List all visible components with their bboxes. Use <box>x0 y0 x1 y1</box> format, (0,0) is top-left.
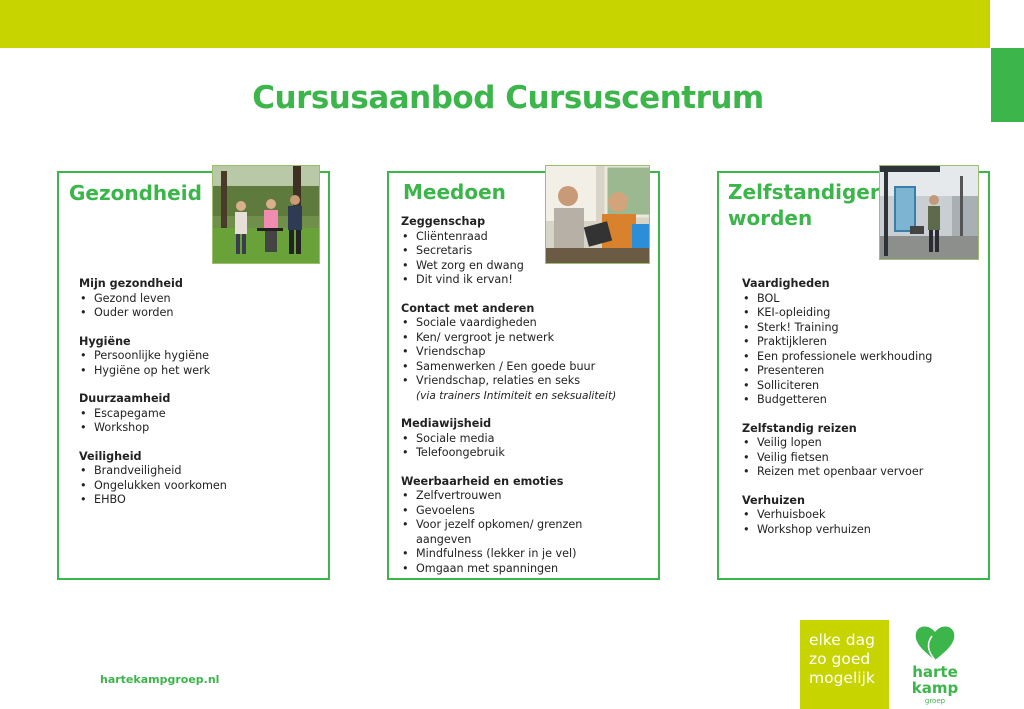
slogan-line: elke dag <box>809 631 875 649</box>
list-item: • EHBO <box>79 493 319 508</box>
section-heading: Verhuizen <box>742 493 805 507</box>
list-item: • Dit vind ik ervan! <box>401 273 656 288</box>
section <box>401 417 656 461</box>
list-item: • Vriendschap <box>401 345 656 360</box>
card-title-line: Gezondheid <box>69 181 202 205</box>
list-item: • Veilig lopen <box>742 436 987 451</box>
slogan-line: mogelijk <box>809 669 875 687</box>
bullet-list <box>742 436 987 480</box>
bullet-list <box>742 292 987 408</box>
section <box>79 335 319 379</box>
logo-text-line: kamp <box>911 679 959 697</box>
section-heading: Hygiëne <box>79 334 131 348</box>
list-item: • Workshop verhuizen <box>742 523 987 538</box>
list-item: • Brandveiligheid <box>79 464 319 479</box>
list-item: • Sociale media <box>401 432 656 447</box>
hartekamp-logo <box>904 622 966 708</box>
card-title-line: Meedoen <box>403 180 506 204</box>
list-item: • Gezond leven <box>79 292 319 307</box>
card-title <box>403 179 506 205</box>
card-zelfstandiger-worden <box>717 171 990 580</box>
logo-text-line: harte <box>912 663 958 681</box>
section-heading: Zelfstandig reizen <box>742 421 857 435</box>
list-item: • Sterk! Training <box>742 321 987 336</box>
list-item: • Ken/ vergroot je netwerk <box>401 331 656 346</box>
section <box>79 277 319 321</box>
section <box>742 422 987 480</box>
section-heading: Veiligheid <box>79 449 142 463</box>
list-item: • Telefoongebruik <box>401 446 656 461</box>
section <box>79 450 319 508</box>
card-title-line: worden <box>728 206 813 230</box>
list-item: • Zelfvertrouwen <box>401 489 601 504</box>
bullet-list <box>401 489 601 576</box>
section <box>742 277 987 408</box>
section-heading: Mijn gezondheid <box>79 277 183 290</box>
bullet-list <box>79 292 319 321</box>
card-title <box>69 180 202 206</box>
list-item: • Hygiëne op het werk <box>79 364 319 379</box>
photo-people-walking <box>212 165 320 264</box>
card-title-line: Zelfstandiger <box>728 180 880 204</box>
list-item: • Voor jezelf opkomen/ grenzen aangeven <box>401 518 601 547</box>
card-meedoen <box>387 171 660 580</box>
list-item: • Omgaan met spanningen <box>401 562 601 577</box>
section-heading: Weerbaarheid en emoties <box>401 474 564 488</box>
slogan-box <box>800 620 889 709</box>
list-item: • Samenwerken / Een goede buur <box>401 360 656 375</box>
card-body <box>79 277 319 522</box>
list-item: • BOL <box>742 292 987 307</box>
section-note: (via trainers Intimiteit en seksualiteit) <box>416 389 617 402</box>
list-item: • Cliëntenraad <box>401 230 656 245</box>
list-item: • Presenteren <box>742 364 987 379</box>
bullet-list <box>401 432 656 461</box>
bullet-list <box>79 349 319 378</box>
list-item: • Een professionele werkhouding <box>742 350 987 365</box>
list-item: • Workshop <box>79 421 319 436</box>
bullet-list <box>401 230 656 288</box>
section-heading: Duurzaamheid <box>79 392 171 405</box>
list-item: • Mindfulness (lekker in je vel) <box>401 547 601 562</box>
section <box>79 392 319 436</box>
section <box>401 302 656 404</box>
section-heading: Zeggenschap <box>401 215 486 228</box>
bullet-list <box>401 316 656 389</box>
section-heading: Mediawijsheid <box>401 417 492 430</box>
list-item: • Vriendschap, relaties en seks <box>401 374 656 389</box>
section <box>401 475 656 577</box>
card-gezondheid <box>57 171 330 580</box>
bullet-list <box>79 407 319 436</box>
bullet-list <box>79 464 319 508</box>
list-item: • Persoonlijke hygiëne <box>79 349 319 364</box>
list-item: • Gevoelens <box>401 504 601 519</box>
list-item: • Solliciteren <box>742 379 987 394</box>
section-heading: Vaardigheden <box>742 277 830 290</box>
page-title: Cursusaanbod Cursuscentrum <box>252 80 764 116</box>
bullet-list <box>742 508 987 537</box>
heart-icon <box>904 622 966 662</box>
list-item: • KEI-opleiding <box>742 306 987 321</box>
top-color-band <box>0 0 990 48</box>
list-item: • Escapegame <box>79 407 319 422</box>
slogan-line: zo goed <box>809 650 871 668</box>
section <box>401 215 656 288</box>
website-link[interactable]: hartekampgroep.nl <box>100 673 220 686</box>
card-body <box>742 277 987 551</box>
list-item: • Budgetteren <box>742 393 987 408</box>
card-title <box>728 179 880 231</box>
section-heading: Contact met anderen <box>401 301 535 315</box>
photo-bus-stop <box>879 165 979 260</box>
logo-text-line: groep <box>924 697 946 705</box>
list-item: • Ouder worden <box>79 306 319 321</box>
list-item: • Wet zorg en dwang <box>401 259 656 274</box>
list-item: • Sociale vaardigheden <box>401 316 656 331</box>
list-item: • Praktijkleren <box>742 335 987 350</box>
list-item: • Veilig fietsen <box>742 451 987 466</box>
section <box>742 494 987 538</box>
list-item: • Reizen met openbaar vervoer <box>742 465 987 480</box>
card-body <box>401 215 656 590</box>
list-item: • Verhuisboek <box>742 508 987 523</box>
list-item: • Ongelukken voorkomen <box>79 479 319 494</box>
list-item: • Secretaris <box>401 244 656 259</box>
